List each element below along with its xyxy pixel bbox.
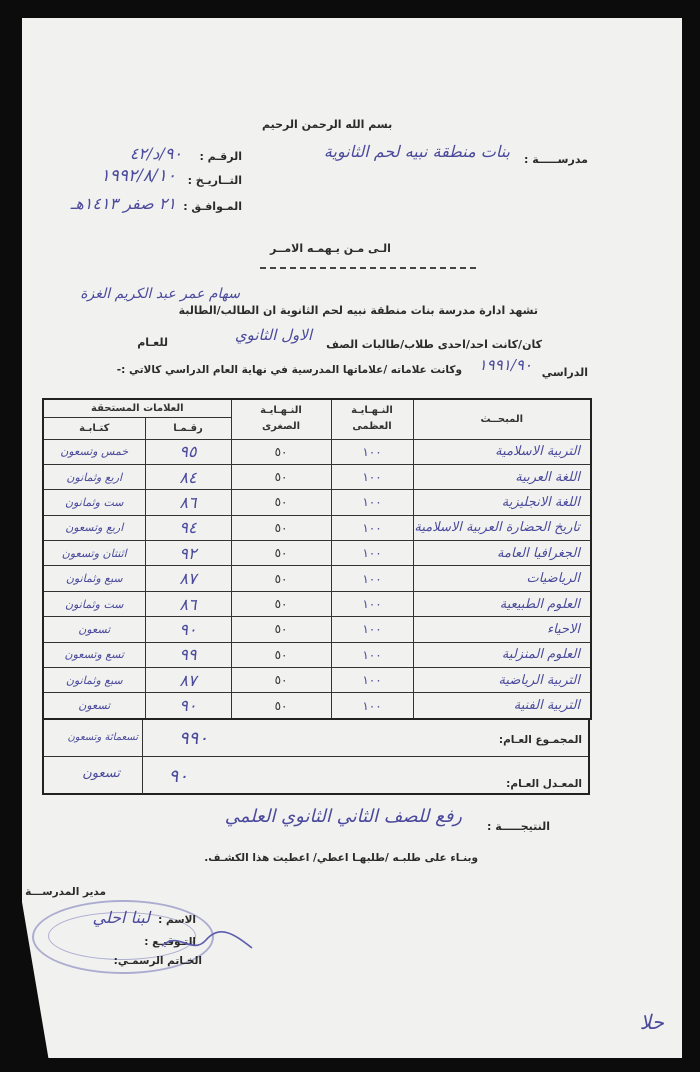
corner-initial-mark: حلا (639, 1010, 664, 1034)
average-words: تسعون (82, 766, 120, 781)
min-grade-cell: ٥٠ (231, 515, 331, 540)
total-label: المجمـوع العـام: (498, 734, 582, 746)
ref-value: ٩٠/د/٤٢ (129, 144, 182, 163)
max-grade-cell: ١٠٠ (331, 464, 413, 489)
max-grade-cell: ١٠٠ (331, 439, 413, 464)
min-grade-cell: ٥٠ (231, 566, 331, 591)
grade-digits-cell: ٨٧ (145, 566, 231, 591)
signature-scribble (158, 928, 258, 958)
grade-words-cell: سبع وثمانون (43, 566, 145, 591)
document-title: الـى مـن يـهمـه الامــر (270, 242, 391, 255)
average-digits: ٩٠ (168, 766, 188, 787)
hijri-value: ٢١ صفر ١٤١٣هـ (70, 194, 176, 213)
table-row (43, 693, 591, 719)
min-grade-cell: ٥٠ (231, 693, 331, 719)
intro-line-2a: كان/كانت احد/احدى طلاب/طالبات الصف (326, 338, 542, 351)
grade-digits-cell: ٩٥ (145, 439, 231, 464)
header-words: كتـابـة (43, 417, 145, 439)
min-grade-cell: ٥٠ (231, 490, 331, 515)
max-grade-cell: ١٠٠ (331, 566, 413, 591)
table-row (43, 566, 591, 591)
subject-cell: اللغة الانجليزية (413, 490, 591, 515)
principal-name-label: الاسم : (158, 914, 196, 926)
seal-label: الخـاتم الرسمـي: (113, 955, 202, 967)
student-name: سهام عمر عبد الكريم الغزة (80, 286, 240, 302)
max-grade-cell: ١٠٠ (331, 642, 413, 667)
subject-cell: العلوم المنزلية (413, 642, 591, 667)
header-max-line1: النـهـايـة (351, 405, 393, 417)
result-value: رفع للصف الثاني الثانوي العلمي (224, 806, 462, 827)
grade-digits-cell: ٩٠ (145, 617, 231, 642)
intro-line-3a: الدراسي (541, 366, 588, 379)
average-label: المعـدل العـام: (506, 778, 582, 790)
title-underline (260, 267, 476, 269)
table-row (43, 439, 591, 464)
header-min-line1: النـهـايـة (260, 405, 302, 417)
max-grade-cell: ١٠٠ (331, 515, 413, 540)
class-value: الاول الثانوي (234, 326, 312, 344)
subject-cell: تاريخ الحضارة العربية الاسلامية (413, 515, 591, 540)
grade-digits-cell: ٩٤ (145, 515, 231, 540)
result-label: النتيجـــــة : (487, 820, 550, 833)
grade-digits-cell: ٨٧ (145, 668, 231, 693)
max-grade-cell: ١٠٠ (331, 617, 413, 642)
max-grade-cell: ١٠٠ (331, 490, 413, 515)
grade-digits-cell: ٩٢ (145, 541, 231, 566)
subject-cell: اللغة العربية (413, 464, 591, 489)
grade-digits-cell: ٩٩ (145, 642, 231, 667)
grade-words-cell: سبع وثمانون (43, 668, 145, 693)
hijri-label: المـوافـق : (183, 200, 242, 213)
grade-digits-cell: ٨٦ (145, 490, 231, 515)
date-value: ١٩٩٢/٨/١٠ (100, 166, 176, 186)
header-max-line2: العظمى (352, 421, 392, 433)
grade-words-cell: اربع وثمانون (43, 464, 145, 489)
ref-label: الرقـم : (199, 150, 242, 163)
min-grade-cell: ٥٠ (231, 617, 331, 642)
header-min-line2: الصغرى (261, 421, 301, 433)
principal-name-value: لبنا احلي (92, 908, 150, 927)
subject-cell: الجغرافيا العامة (413, 541, 591, 566)
header-digits: رقـمـا (145, 417, 231, 439)
subject-cell: التربية الاسلامية (413, 439, 591, 464)
header-min (231, 399, 331, 439)
principal-title: مدير المدرســـة (25, 886, 106, 898)
min-grade-cell: ٥٠ (231, 668, 331, 693)
max-grade-cell: ١٠٠ (331, 541, 413, 566)
subject-cell: الاحياء (413, 617, 591, 642)
grade-words-cell: ست وثمانون (43, 591, 145, 616)
grade-digits-cell: ٨٤ (145, 464, 231, 489)
subject-cell: التربية الرياضية (413, 668, 591, 693)
table-row (43, 490, 591, 515)
totals-column-divider (142, 720, 143, 794)
basmala: بسم الله الرحمن الرحيم (262, 118, 393, 131)
header-subject: المبحــث (413, 399, 591, 439)
min-grade-cell: ٥٠ (231, 591, 331, 616)
min-grade-cell: ٥٠ (231, 541, 331, 566)
footer-note: وبنـاء على طلبـه /طلبهـا اعطي/ اعطيت هذا الكشـف. (204, 852, 478, 864)
grade-words-cell: تسعون (43, 617, 145, 642)
grade-digits-cell: ٨٦ (145, 591, 231, 616)
intro-line-3b: وكانت علاماته /علاماتها المدرسية في نهاية العام الدراسي كالاتي :- (116, 364, 462, 376)
table-row (43, 642, 591, 667)
subject-cell: العلوم الطبيعية (413, 591, 591, 616)
subject-cell: الرياضيات (413, 566, 591, 591)
intro-line-2b: للعـام (137, 336, 168, 349)
table-row (43, 515, 591, 540)
min-grade-cell: ٥٠ (231, 439, 331, 464)
grades-table (42, 398, 592, 720)
min-grade-cell: ٥٠ (231, 642, 331, 667)
min-grade-cell: ٥٠ (231, 464, 331, 489)
grade-words-cell: ست وثمانون (43, 490, 145, 515)
total-words: تسعمائة وتسعون (67, 732, 138, 743)
signature-label: التـوقيـع : (144, 936, 196, 948)
grade-words-cell: تسع وتسعون (43, 642, 145, 667)
total-digits: ٩٩٠ (178, 728, 208, 749)
max-grade-cell: ١٠٠ (331, 668, 413, 693)
max-grade-cell: ١٠٠ (331, 693, 413, 719)
grade-words-cell: خمس وتسعون (43, 439, 145, 464)
table-row (43, 668, 591, 693)
header-grades: العلامات المستحقة (43, 399, 231, 417)
table-row (43, 464, 591, 489)
subject-cell: التربية الفنية (413, 693, 591, 719)
school-value: بنات منطقة نبيه لحم الثانوية (323, 142, 510, 161)
intro-line-1: تشهد ادارة مدرسة بنات منطقة نبيه لحم الثانوية ان الطالب/الطالبة (178, 304, 538, 317)
totals-divider (44, 756, 588, 757)
grade-words-cell: اربع وتسعون (43, 515, 145, 540)
year-value: ١٩٩١/٩٠ (478, 356, 532, 374)
table-row (43, 591, 591, 616)
date-label: التــاريـخ : (187, 174, 242, 187)
grade-words-cell: تسعون (43, 693, 145, 719)
table-row (43, 541, 591, 566)
table-row (43, 617, 591, 642)
header-max (331, 399, 413, 439)
grade-words-cell: اثنتان وتسعون (43, 541, 145, 566)
grade-digits-cell: ٩٠ (145, 693, 231, 719)
school-label: مدرســـــة : (523, 153, 588, 166)
max-grade-cell: ١٠٠ (331, 591, 413, 616)
